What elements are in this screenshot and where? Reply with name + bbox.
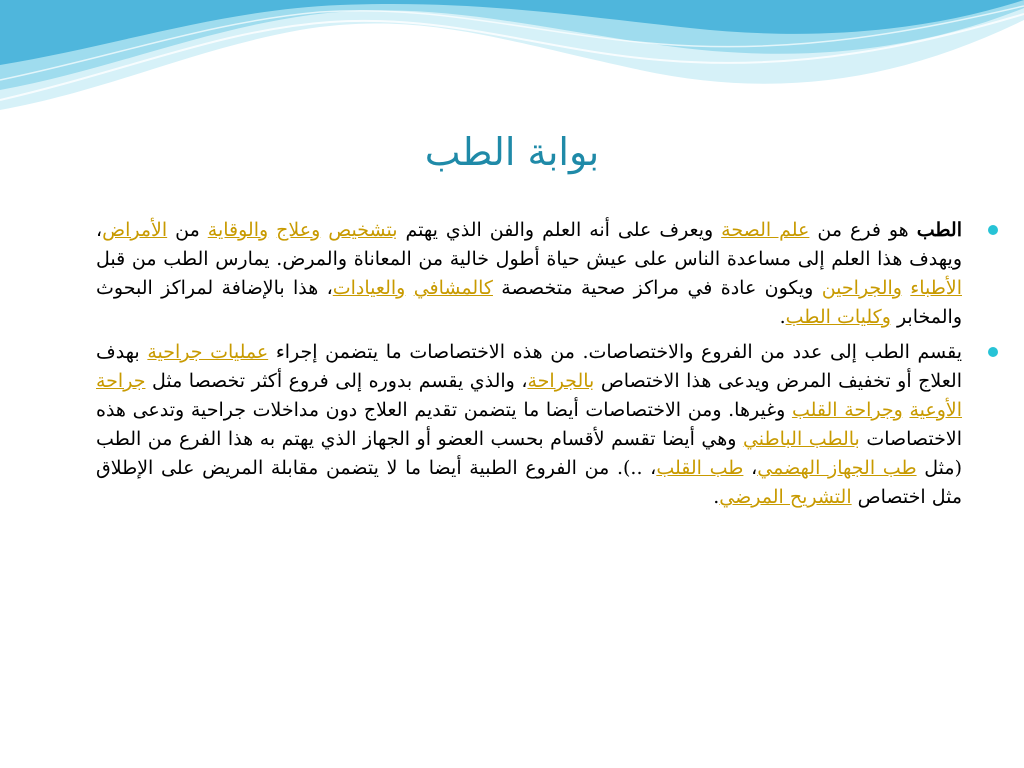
- term-link[interactable]: وجراحة القلب: [791, 399, 903, 421]
- term-link[interactable]: عمليات جراحية: [147, 341, 269, 363]
- bullet-icon: [988, 225, 998, 235]
- text-run: هو فرع من: [809, 219, 917, 241]
- term-link[interactable]: والوقاية: [207, 219, 269, 241]
- term-link[interactable]: التشريح المرضي: [719, 486, 852, 508]
- term-link[interactable]: بالجراحة: [527, 370, 595, 392]
- text-run: من: [167, 219, 208, 241]
- term-link[interactable]: وكليات الطب: [785, 306, 891, 328]
- page-title: بوابة الطب: [424, 130, 600, 174]
- term-link[interactable]: الأمراض: [102, 219, 168, 241]
- text-run: ويكون عادة في مراكز صحية متخصصة: [492, 277, 822, 299]
- text-run: .: [713, 486, 720, 508]
- paragraph-1: [96, 216, 962, 332]
- term-link[interactable]: والجراحين: [821, 277, 902, 299]
- term-link[interactable]: طب القلب: [656, 457, 744, 479]
- term-link[interactable]: كالمشافي: [413, 277, 493, 299]
- term-link[interactable]: طب الجهاز الهضمي: [757, 457, 917, 479]
- text-run: يقسم الطب إلى عدد من الفروع والاختصاصات. من هذه الاختصاصات ما يتضمن إجراء: [268, 341, 962, 363]
- term-link[interactable]: جراحة الأوعية: [96, 370, 963, 421]
- term-link[interactable]: علم الصحة: [721, 219, 810, 241]
- term-link[interactable]: وعلاج: [276, 219, 321, 241]
- bold-term: الطب: [916, 219, 962, 241]
- text-run: ،: [743, 457, 758, 479]
- text-run: ، ويهدف هذا العلم إلى مساعدة الناس على عيش حياة أطول خالية من المعاناة والمرض. يمارس الطب من قبل: [96, 219, 962, 270]
- paragraph-2: [96, 338, 962, 512]
- text-run: وغيرها. ومن الاختصاصات أيضا ما يتضمن تقديم العلاج دون مداخلات جراحية وتدعى هذه الاختصاصات: [96, 399, 962, 450]
- term-link[interactable]: الأطباء: [910, 277, 962, 299]
- header-wave-decoration: [0, 0, 1024, 130]
- text-run: [268, 219, 276, 241]
- text-run: ، والذي يقسم بدوره إلى فروع أكثر تخصصا مثل: [145, 370, 528, 392]
- term-link[interactable]: بالطب الباطني: [742, 428, 860, 450]
- text-run: بهدف العلاج أو تخفيف المرض ويدعى هذا الاختصاص: [96, 341, 962, 392]
- text-run: ، هذا بالإضافة لمراكز البحوث والمخابر: [96, 277, 962, 328]
- body-content: [96, 216, 962, 518]
- text-run: [405, 277, 413, 299]
- bullet-icon: [988, 347, 998, 357]
- term-link[interactable]: بتشخيص: [328, 219, 398, 241]
- text-run: ويعرف على أنه العلم والفن الذي يهتم: [397, 219, 722, 241]
- term-link[interactable]: والعيادات: [332, 277, 406, 299]
- text-run: .: [779, 306, 786, 328]
- text-run: ، ..). من الفروع الطبية أيضا ما لا يتضمن مقابلة المريض على الإطلاق مثل اختصاص: [96, 457, 962, 508]
- text-run: وهي أيضا تقسم لأقسام بحسب العضو أو الجهاز الذي يهتم به هذا الفرع من الطب (مثل: [96, 428, 962, 479]
